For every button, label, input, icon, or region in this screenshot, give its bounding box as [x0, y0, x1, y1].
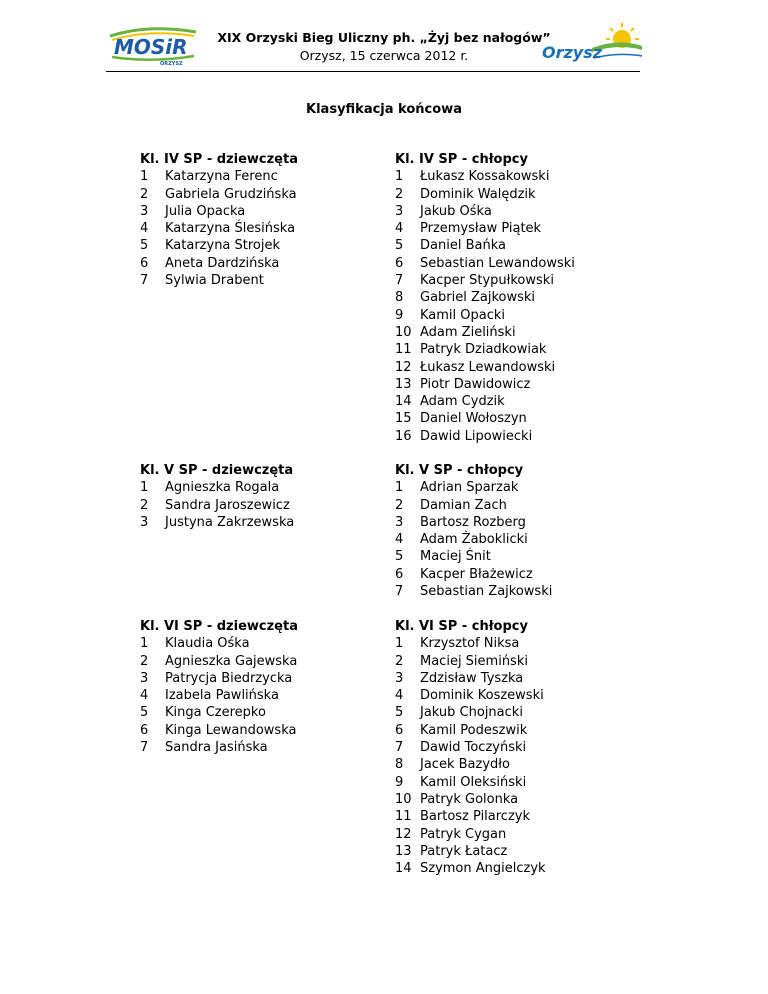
participant-name: Sebastian Zajkowski: [420, 584, 553, 600]
place-number: 8: [395, 290, 404, 306]
list-item: [395, 704, 546, 721]
place-number: 12: [395, 359, 412, 375]
list-item: [395, 289, 575, 306]
results-list: [140, 635, 298, 756]
participant-name: Zdzisław Tyszka: [420, 670, 524, 686]
group-title: Kl. IV SP - dziewczęta: [140, 152, 298, 167]
results-list: [140, 479, 294, 531]
list-item: [395, 531, 552, 548]
place-number: 3: [395, 203, 404, 219]
place-number: 7: [395, 273, 404, 289]
results-list: [395, 479, 552, 600]
place-number: 1: [140, 636, 149, 652]
orzysz-logo: [540, 22, 644, 68]
place-number: 1: [395, 636, 404, 652]
place-number: 6: [140, 255, 149, 271]
place-number: 6: [140, 722, 149, 738]
list-item: [140, 670, 298, 687]
participant-name: Patryk Golonka: [420, 791, 519, 807]
list-item: [395, 393, 575, 410]
participant-name: Adam Cydzik: [420, 394, 505, 410]
place-number: 9: [395, 774, 404, 790]
participant-name: Agnieszka Gajewska: [165, 653, 298, 669]
svg-text:MOSiR: MOSiR: [114, 35, 188, 59]
place-number: 11: [395, 809, 412, 825]
place-number: 7: [140, 273, 149, 289]
place-number: 7: [140, 740, 149, 756]
list-item: [395, 428, 575, 445]
place-number: 2: [395, 497, 404, 513]
place-number: 6: [395, 722, 404, 738]
results-list: [395, 168, 575, 445]
participant-name: Jakub Chojnacki: [420, 705, 523, 721]
participant-name: Krzysztof Niksa: [420, 636, 520, 652]
list-item: [395, 756, 546, 773]
results-list: [395, 635, 546, 877]
place-number: 11: [395, 342, 412, 358]
list-item: [140, 635, 298, 652]
place-number: 5: [395, 549, 404, 565]
list-item: [140, 237, 298, 254]
list-item: [395, 410, 575, 427]
participant-name: Julia Opacka: [165, 203, 246, 219]
group-title: Kl. V SP - chłopcy: [395, 463, 524, 478]
place-number: 2: [395, 653, 404, 669]
place-number: 5: [395, 238, 404, 254]
event-date: Orzysz, 15 czerwca 2012 r.: [299, 48, 469, 63]
list-item: [395, 203, 575, 220]
document-title: Klasyfikacja końcowa: [306, 102, 462, 117]
place-number: 14: [395, 394, 412, 410]
list-item: [140, 479, 294, 496]
place-number: 3: [140, 670, 149, 686]
list-item: [395, 255, 575, 272]
list-item: [140, 497, 294, 514]
place-number: 2: [140, 497, 149, 513]
list-item: [140, 186, 298, 203]
participant-name: Kinga Lewandowska: [165, 722, 297, 738]
list-item: [395, 583, 552, 600]
list-item: [140, 514, 294, 531]
list-item: [395, 341, 575, 358]
place-number: 14: [395, 861, 412, 877]
participant-name: Patryk Dziadkowiak: [420, 342, 547, 358]
place-number: 8: [395, 757, 404, 773]
place-number: 5: [140, 238, 149, 254]
participant-name: Justyna Zakrzewska: [165, 514, 295, 530]
place-number: 4: [395, 221, 404, 237]
participant-name: Patrycja Biedrzycka: [165, 670, 293, 686]
list-item: [395, 359, 575, 376]
participant-name: Kacper Błażewicz: [420, 566, 533, 582]
list-item: [395, 808, 546, 825]
list-item: [140, 722, 298, 739]
classification-group: [395, 462, 552, 600]
classification-group: [395, 151, 575, 445]
participant-name: Dawid Toczyński: [420, 740, 527, 756]
participant-name: Katarzyna Ślesińska: [165, 221, 296, 237]
participant-name: Kacper Stypułkowski: [420, 273, 554, 289]
participant-name: Łukasz Lewandowski: [420, 359, 556, 375]
list-item: [395, 670, 546, 687]
participant-name: Szymon Angielczyk: [420, 861, 546, 877]
event-title: XIX Orzyski Bieg Uliczny ph. „Żyj bez nałogów”: [217, 30, 551, 45]
place-number: 3: [140, 203, 149, 219]
participant-name: Adam Żaboklicki: [420, 532, 528, 548]
group-title: Kl. VI SP - dziewczęta: [140, 619, 298, 634]
participant-name: Aneta Dardzińska: [165, 255, 280, 271]
participant-name: Dominik Koszewski: [420, 688, 544, 704]
participant-name: Sylwia Drabent: [165, 273, 264, 289]
svg-text:ORZYSZ: ORZYSZ: [160, 61, 183, 66]
participant-name: Sandra Jasińska: [165, 740, 268, 756]
list-item: [140, 168, 298, 185]
participant-name: Maciej Śnit: [420, 549, 491, 565]
place-number: 1: [140, 480, 149, 496]
list-item: [395, 514, 552, 531]
list-item: [395, 739, 546, 756]
participant-name: Kamil Podeszwik: [420, 722, 528, 738]
place-number: 3: [140, 514, 149, 530]
participant-name: Dawid Lipowiecki: [420, 428, 533, 444]
participant-name: Dominik Walędzik: [420, 186, 536, 202]
page-header: [0, 0, 768, 80]
list-item: [395, 826, 546, 843]
group-title: Kl. V SP - dziewczęta: [140, 463, 294, 478]
place-number: 6: [395, 566, 404, 582]
place-number: 10: [395, 324, 412, 340]
classification-group: [140, 618, 298, 756]
place-number: 9: [395, 307, 404, 323]
classification-group: [140, 462, 294, 531]
list-item: [395, 324, 575, 341]
place-number: 6: [395, 255, 404, 271]
list-item: [140, 653, 298, 670]
participant-name: Bartosz Pilarczyk: [420, 809, 531, 825]
list-item: [395, 774, 546, 791]
list-item: [395, 272, 575, 289]
list-item: [395, 307, 575, 324]
participant-name: Gabriel Zajkowski: [420, 290, 536, 306]
list-item: [395, 479, 552, 496]
place-number: 5: [395, 705, 404, 721]
list-item: [395, 687, 546, 704]
participant-name: Katarzyna Ferenc: [165, 169, 278, 185]
list-item: [140, 687, 298, 704]
participant-name: Kinga Czerepko: [165, 705, 266, 721]
list-item: [140, 704, 298, 721]
list-item: [395, 168, 575, 185]
participant-name: Piotr Dawidowicz: [420, 376, 531, 392]
list-item: [140, 272, 298, 289]
list-item: [395, 220, 575, 237]
list-item: [395, 722, 546, 739]
list-item: [140, 255, 298, 272]
place-number: 2: [395, 186, 404, 202]
participant-name: Kamil Oleksiński: [420, 774, 527, 790]
participant-name: Przemysław Piątek: [420, 221, 542, 237]
participant-name: Kamil Opacki: [420, 307, 506, 323]
participant-name: Łukasz Kossakowski: [420, 169, 550, 185]
mosir-logo: [108, 26, 198, 66]
participant-name: Adam Zieliński: [420, 324, 516, 340]
participant-name: Jakub Ośka: [420, 203, 492, 219]
list-item: [395, 548, 552, 565]
place-number: 1: [395, 169, 404, 185]
participant-name: Izabela Pawlińska: [165, 688, 279, 704]
classification-group: [395, 618, 546, 877]
header-divider: [106, 71, 640, 72]
group-title: Kl. IV SP - chłopcy: [395, 152, 528, 167]
place-number: 2: [140, 186, 149, 202]
participant-name: Daniel Bańka: [420, 238, 506, 254]
list-item: [395, 237, 575, 254]
place-number: 1: [395, 480, 404, 496]
participant-name: Adrian Sparzak: [420, 480, 519, 496]
list-item: [395, 860, 546, 877]
group-title: Kl. VI SP - chłopcy: [395, 619, 528, 634]
participant-name: Katarzyna Strojek: [165, 238, 281, 254]
classification-group: [140, 151, 298, 289]
place-number: 4: [140, 688, 149, 704]
list-item: [395, 635, 546, 652]
place-number: 13: [395, 843, 412, 859]
participant-name: Sandra Jaroszewicz: [165, 497, 290, 513]
place-number: 7: [395, 584, 404, 600]
place-number: 4: [395, 688, 404, 704]
participant-name: Sebastian Lewandowski: [420, 255, 575, 271]
participant-name: Jacek Bazydło: [420, 757, 510, 773]
list-item: [140, 203, 298, 220]
participant-name: Patryk Cygan: [420, 826, 507, 842]
participant-name: Maciej Siemiński: [420, 653, 528, 669]
list-item: [395, 791, 546, 808]
results-list: [140, 168, 298, 289]
participant-name: Gabriela Grudzińska: [165, 186, 297, 202]
list-item: [395, 843, 546, 860]
place-number: 10: [395, 791, 412, 807]
participant-name: Agnieszka Rogala: [165, 480, 280, 496]
list-item: [395, 653, 546, 670]
place-number: 2: [140, 653, 149, 669]
list-item: [395, 376, 575, 393]
participant-name: Patryk Łatacz: [420, 843, 508, 859]
place-number: 16: [395, 428, 412, 444]
place-number: 3: [395, 514, 404, 530]
participant-name: Damian Zach: [420, 497, 507, 513]
place-number: 4: [395, 532, 404, 548]
place-number: 7: [395, 740, 404, 756]
place-number: 4: [140, 221, 149, 237]
place-number: 5: [140, 705, 149, 721]
list-item: [395, 566, 552, 583]
participant-name: Bartosz Rozberg: [420, 514, 526, 530]
list-item: [395, 497, 552, 514]
place-number: 15: [395, 411, 412, 427]
participant-name: Klaudia Ośka: [165, 636, 250, 652]
list-item: [140, 220, 298, 237]
place-number: 12: [395, 826, 412, 842]
svg-text:Orzysz: Orzysz: [542, 43, 603, 62]
place-number: 1: [140, 169, 149, 185]
list-item: [395, 186, 575, 203]
place-number: 3: [395, 670, 404, 686]
place-number: 13: [395, 376, 412, 392]
participant-name: Daniel Wołoszyn: [420, 411, 527, 427]
list-item: [140, 739, 298, 756]
